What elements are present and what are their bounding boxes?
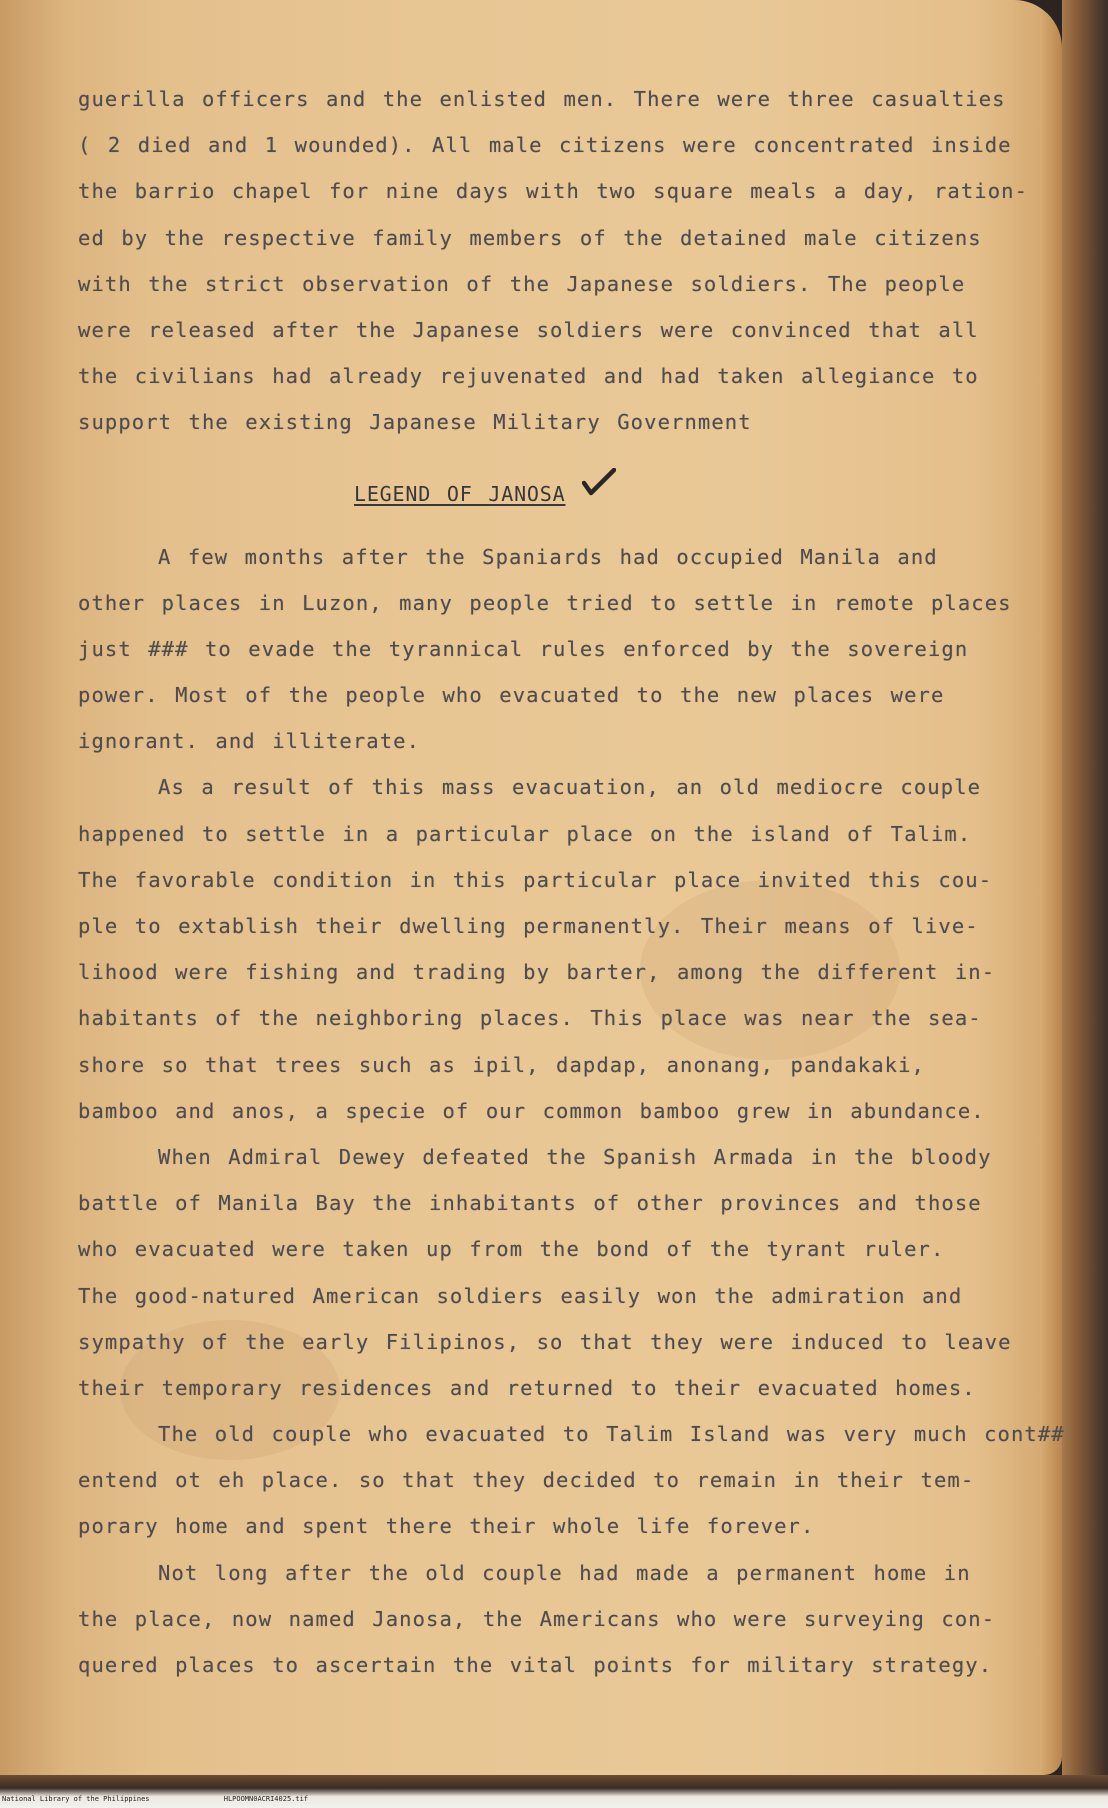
text-line: just ### to evade the tyrannical rules enforced by the sovereign	[78, 636, 969, 661]
paragraph	[78, 1411, 1065, 1550]
text-line: power. Most of the people who evacuated to the new places were	[78, 683, 945, 708]
text-line: the civilians had already rejuvenated and had taken allegiance to	[78, 364, 979, 389]
checkmark-icon	[582, 468, 616, 496]
text-line: The old couple who evacuated to Talim Island was very much cont##	[158, 1422, 1065, 1447]
text-line: ple to extablish their dwelling permanently. Their means of live-	[78, 914, 979, 938]
text-line: the barrio chapel for nine days with two square meals a day, ration-	[78, 179, 1029, 204]
text-line: with the strict observation of the Japanese soldiers. The people	[78, 271, 966, 296]
text-line: The good-natured American soldiers easily won the admiration and	[78, 1283, 963, 1308]
scan-bottom-border	[0, 1775, 1108, 1808]
paragraph	[78, 534, 1028, 765]
text-line: ( 2 died and 1 wounded). All male citizens were concentrated inside	[78, 133, 1012, 158]
text-line: quered places to ascertain the vital points for military strategy.	[78, 1653, 993, 1677]
text-line: the place, now named Janosa, the Americans who were surveying con-	[78, 1606, 996, 1631]
page-title: LEGEND OF JANOSA	[354, 481, 566, 506]
scan-footer	[2, 1795, 378, 1803]
text-line: lihood were fishing and trading by barter, among the different in-	[78, 960, 996, 985]
text-line: were released after the Japanese soldiers were convinced that all	[78, 317, 979, 342]
text-line: support the existing Japanese Military Government	[78, 410, 752, 435]
text-line: Not long after the old couple had made a permanent home in	[158, 1560, 971, 1585]
intro-section	[78, 76, 1028, 446]
typewritten-text	[78, 76, 1065, 1688]
text-line: happened to settle in a particular place on the island of Talim.	[78, 821, 972, 846]
text-line: bamboo and anos, a specie of our common bamboo grew in abundance.	[78, 1098, 985, 1123]
title-row	[78, 446, 1028, 534]
text-line: sympathy of the early Filipinos, so that they were induced to leave	[78, 1329, 1012, 1354]
text-line: entend ot eh place. so that they decided to remain in their tem-	[78, 1468, 975, 1493]
text-line: their temporary residences and returned to their evacuated homes.	[78, 1375, 976, 1400]
text-line: A few months after the Spaniards had occupied Manila and	[158, 544, 938, 569]
text-line: habitants of the neighboring places. This place was near the sea-	[78, 1006, 982, 1031]
text-line: When Admiral Dewey defeated the Spanish Armada in the bloody	[158, 1144, 992, 1169]
page-edge-shadow	[1062, 0, 1108, 1808]
paragraph	[78, 764, 1028, 1134]
text-line: who evacuated were taken up from the bond of the tyrant ruler.	[78, 1237, 945, 1262]
text-line: ed by the respective family members of the detained male citizens	[78, 225, 982, 250]
text-line: porary home and spent there their whole life forever.	[78, 1514, 815, 1539]
footer-file: HLPOOMN0ACRI4025.tif	[223, 1795, 309, 1803]
text-line: other places in Luzon, many people tried to settle in remote places	[78, 590, 1012, 615]
text-line: As a result of this mass evacuation, an old mediocre couple	[158, 775, 982, 800]
text-line: battle of Manila Bay the inhabitants of other provinces and those	[78, 1191, 982, 1216]
footer-library: National Library of the Philippines	[2, 1795, 150, 1803]
text-line: The favorable condition in this particular place invited this cou-	[78, 867, 993, 892]
paragraph	[78, 1134, 1028, 1411]
text-line: ignorant. and illiterate.	[78, 729, 421, 754]
text-line: guerilla officers and the enlisted men. There were three casualties	[78, 87, 1006, 111]
text-line: shore so that trees such as ipil, dapdap, anonang, pandakaki,	[78, 1052, 925, 1077]
paragraph	[78, 1550, 1028, 1689]
